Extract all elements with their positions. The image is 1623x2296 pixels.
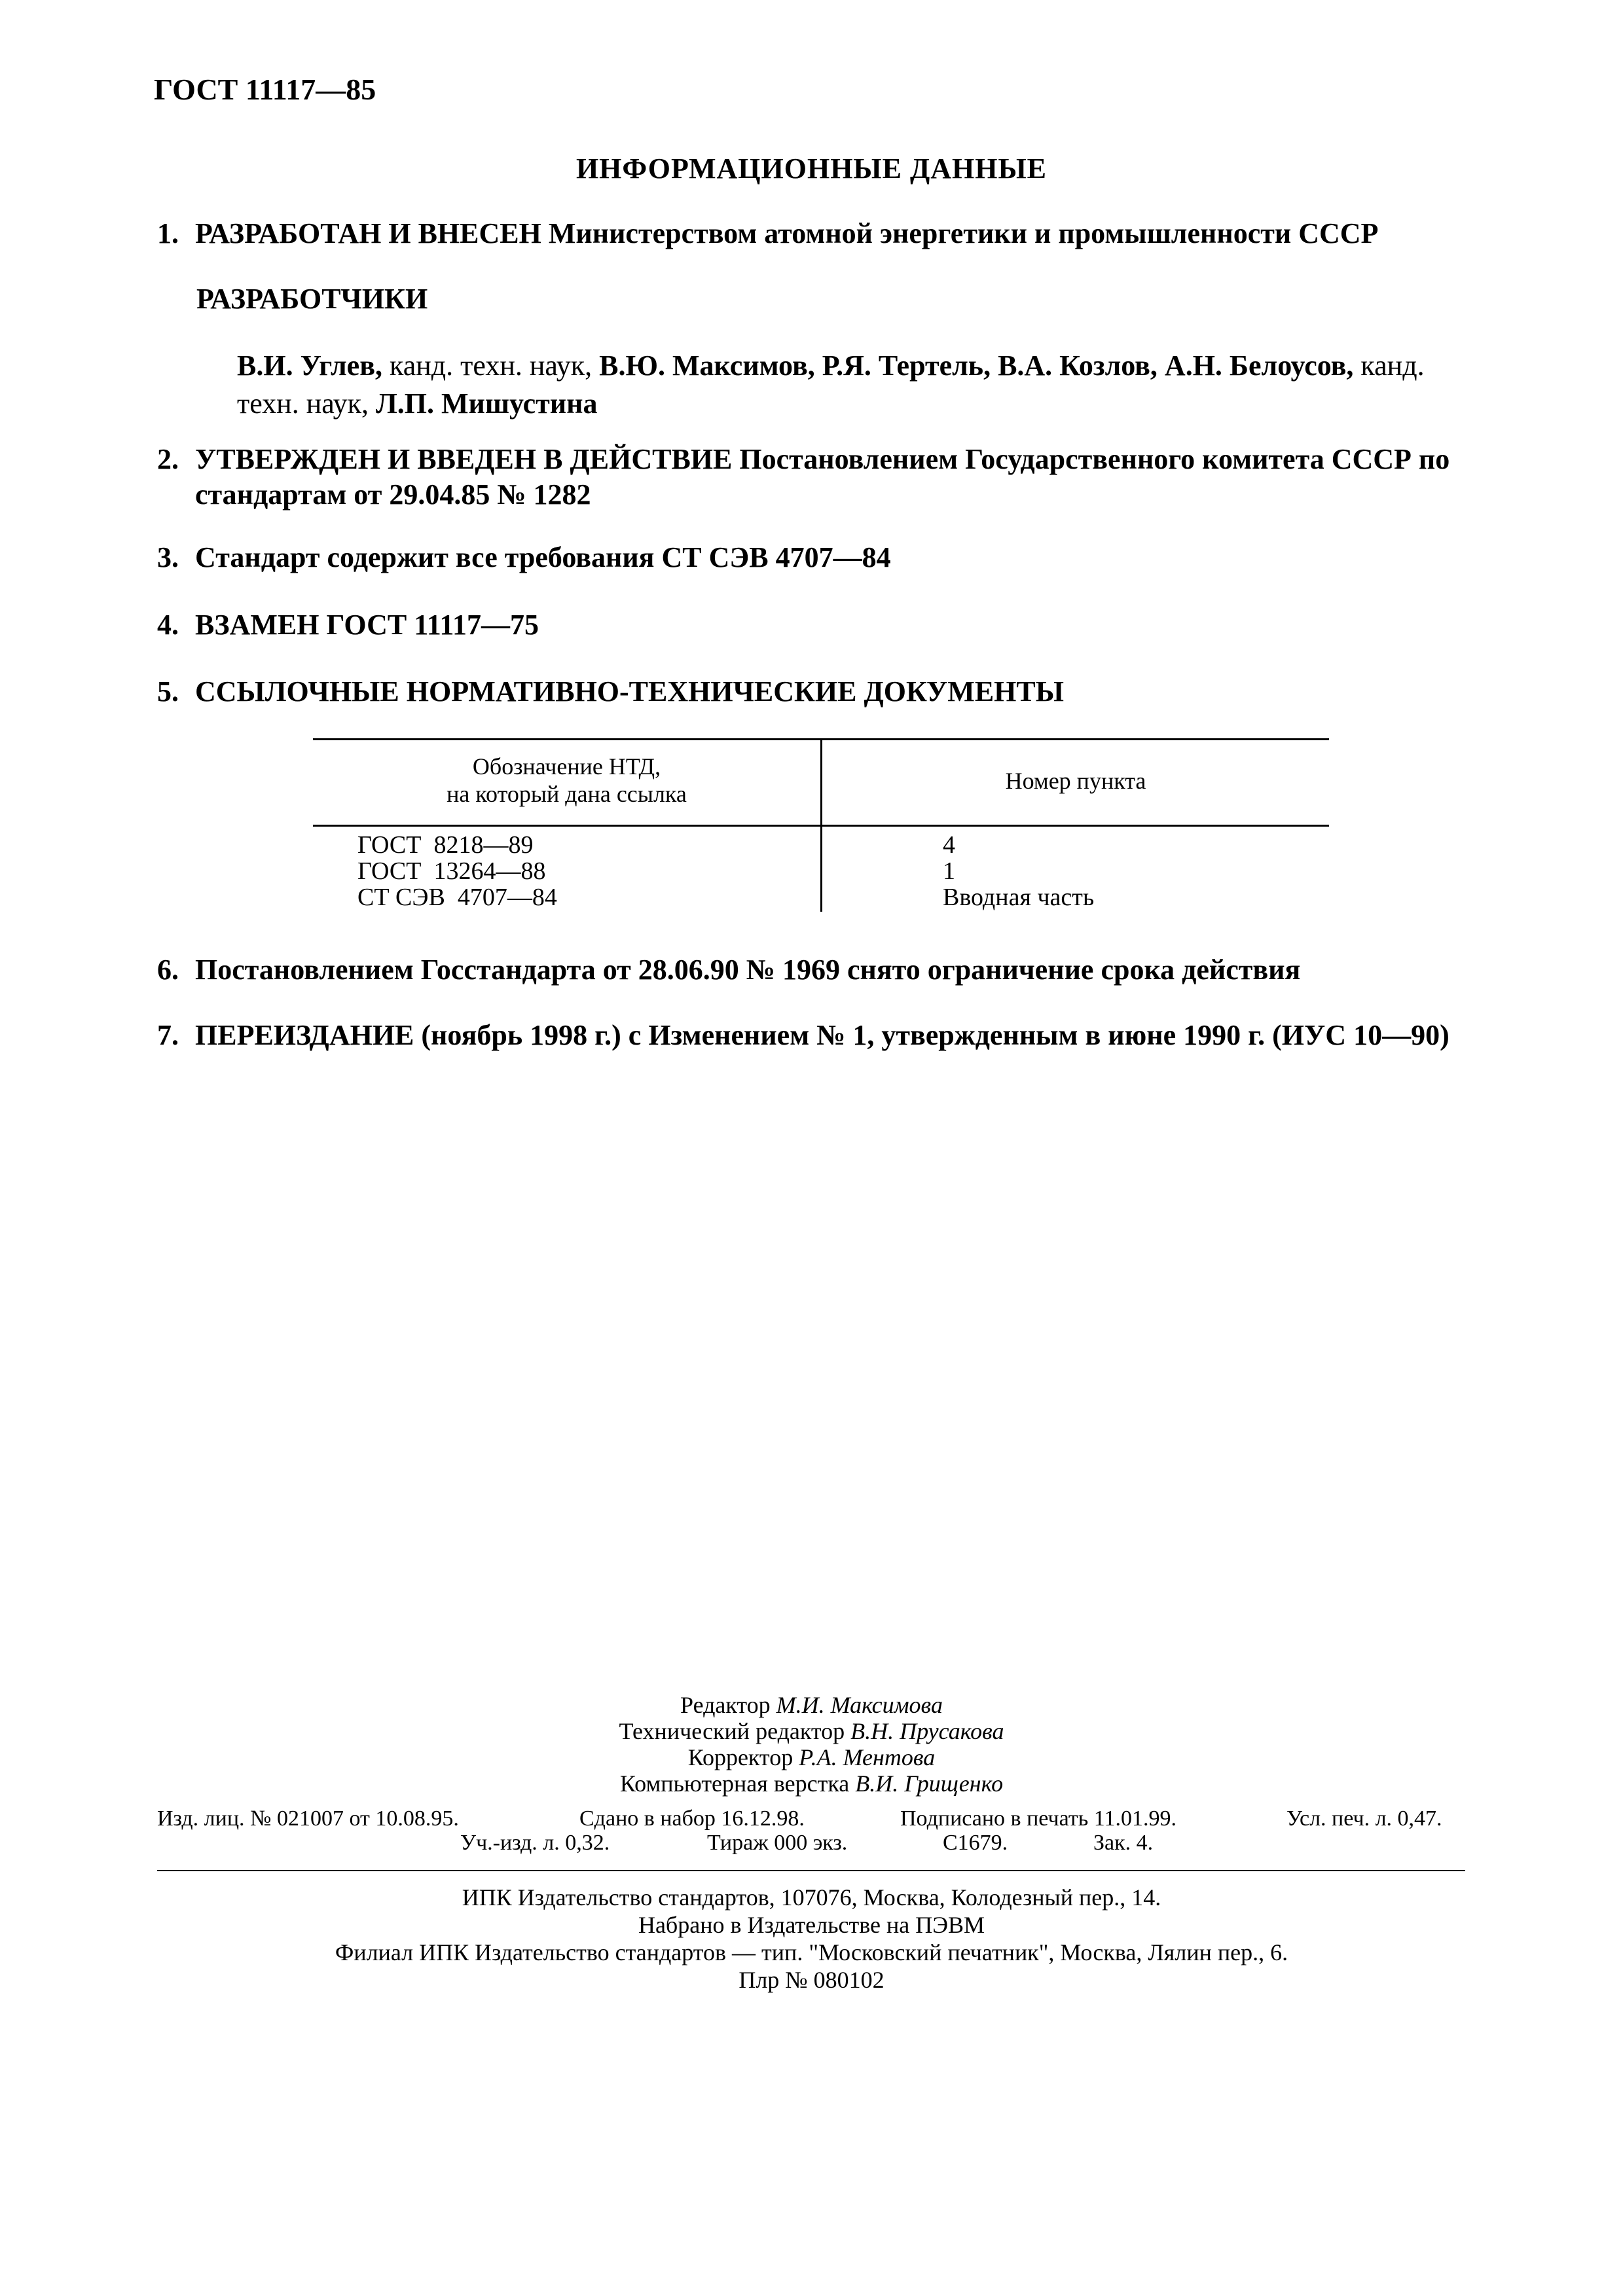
item-text: Постановлением Госстандарта от 28.06.90 № 1969 снято ограничение срока действия [195, 954, 1301, 986]
developer-name: В.И. Углев, [237, 350, 382, 382]
credit-name: Р.А. Ментова [799, 1744, 936, 1770]
credit-name: М.И. Максимова [776, 1692, 943, 1718]
item-number: 3. [157, 541, 179, 573]
table-cell-document: ГОСТ 13264—88 [357, 857, 546, 885]
imprint-order: Зак. 4. [1093, 1831, 1154, 1855]
section-title: ИНФОРМАЦИОННЫЕ ДАННЫЕ [575, 152, 1048, 185]
item-text: ССЫЛОЧНЫЕ НОРМАТИВНО-ТЕХНИЧЕСКИЕ ДОКУМЕНТЫ [195, 675, 1064, 708]
developer-name: Л.П. Мишустина [375, 387, 598, 420]
table-header-line: на который дана ссылка [447, 781, 687, 807]
table-column-divider [820, 738, 822, 912]
developers-list [237, 347, 1484, 423]
credit-name: В.И. Грищенко [855, 1770, 1004, 1797]
table-header-clause: Номер пункта [1005, 768, 1146, 794]
item-lead: РАЗРАБОТАН И ВНЕСЕН [195, 217, 541, 249]
item-number: 1. [157, 217, 179, 249]
document-code: ГОСТ 11117—85 [154, 73, 376, 106]
credit-name: В.Н. Прусакова [850, 1718, 1004, 1744]
imprint-pub-sheets: Уч.-изд. л. 0,32. [460, 1831, 610, 1855]
item-5 [157, 674, 1486, 709]
credit-role: Компьютерная верстка [619, 1770, 856, 1797]
imprint-run: Тираж 000 экз. [707, 1831, 848, 1855]
publisher-line: Плр № 080102 [739, 1967, 884, 1993]
table-cell-clause: 4 [943, 831, 955, 859]
publisher-line: Филиал ИПК Издательство стандартов — тип. "Московский печатник", Москва, Лялин пер., 6. [335, 1939, 1288, 1965]
table-column-clauses [943, 832, 1094, 910]
item-2 [157, 442, 1486, 512]
table-cell-document: ГОСТ 8218—89 [357, 831, 534, 859]
table-cell-document: СТ СЭВ 4707—84 [357, 884, 557, 911]
imprint-code: С1679. [943, 1831, 1008, 1855]
credit-proofreader [0, 1744, 1623, 1770]
credit-role: Технический редактор [619, 1718, 851, 1744]
item-text: ПЕРЕИЗДАНИЕ (ноябрь 1998 г.) с Изменением № 1, утвержденным в июне 1990 г. (ИУС 10—90) [195, 1019, 1450, 1051]
credit-role: Редактор [680, 1692, 776, 1718]
developers-line-2 [237, 385, 1484, 423]
table-column-documents [357, 832, 557, 910]
developer-degree: канд. техн. наук, [382, 350, 600, 382]
item-7 [157, 1018, 1486, 1053]
developers-title: РАЗРАБОТЧИКИ [196, 283, 428, 315]
imprint-signed: Подписано в печать 11.01.99. [900, 1806, 1176, 1831]
item-1 [157, 216, 1486, 251]
reference-table [313, 738, 1329, 912]
item-text: Стандарт содержит все требования СТ СЭВ 4707—84 [195, 541, 891, 573]
publisher-line: ИПК Издательство стандартов, 107076, Москва, Колодезный пер., 14. [462, 1884, 1161, 1910]
table-cell-clause: Вводная часть [943, 884, 1095, 911]
credit-role: Корректор [687, 1744, 799, 1770]
developer-names: В.Ю. Максимов, Р.Я. Тертель, В.А. Козлов, А.Н. Белоусов, [599, 350, 1354, 382]
publisher-line: Набрано в Издательстве на ПЭВМ [638, 1912, 985, 1938]
editorial-credits [0, 1692, 1623, 1797]
item-text: Министерством атомной энергетики и промышленности СССР [541, 217, 1379, 249]
table-header-document [313, 753, 820, 808]
developer-degree: канд. [1353, 350, 1425, 382]
credit-editor [0, 1692, 1623, 1718]
imprint-divider [157, 1870, 1465, 1871]
item-number: 7. [157, 1019, 179, 1051]
imprint-license: Изд. лиц. № 021007 от 10.08.95. [157, 1806, 459, 1831]
developer-degree: техн. наук, [237, 387, 376, 420]
table-header-line: Обозначение НТД, [472, 753, 661, 780]
credit-layout [0, 1770, 1623, 1797]
table-cell-clause: 1 [943, 857, 955, 885]
publisher-info [0, 1884, 1623, 1994]
developers-line-1 [237, 347, 1484, 385]
item-number: 2. [157, 443, 179, 475]
item-3 [157, 540, 1486, 575]
imprint-print-sheets: Усл. печ. л. 0,47. [1286, 1806, 1442, 1831]
imprint-typeset: Сдано в набор 16.12.98. [579, 1806, 805, 1831]
item-6 [157, 952, 1486, 988]
credit-tech-editor [0, 1718, 1623, 1744]
item-4 [157, 607, 1486, 643]
item-number: 4. [157, 609, 179, 641]
item-text: УТВЕРЖДЕН И ВВЕДЕН В ДЕЙСТВИЕ Постановлением Государственного комитета СССР по стандартам от 29.04.85 № 1282 [195, 443, 1450, 511]
item-number: 6. [157, 954, 179, 986]
item-number: 5. [157, 675, 179, 708]
item-text: ВЗАМЕН ГОСТ 11117—75 [195, 609, 539, 641]
